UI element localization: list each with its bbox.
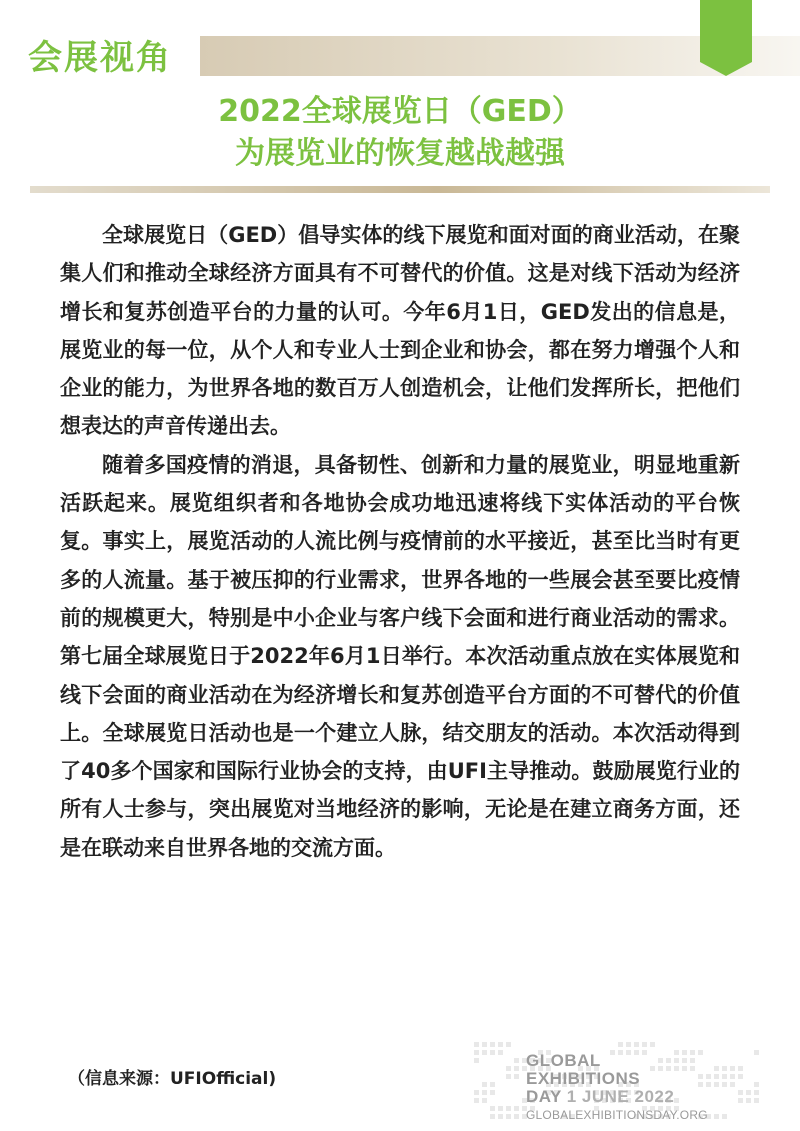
logo-url: GLOBALEXHIBITIONSDAY.ORG — [526, 1108, 708, 1122]
map-dot — [714, 1074, 719, 1079]
map-dot — [650, 1042, 655, 1047]
logo-line-exhibitions: EXHIBITIONS — [526, 1069, 641, 1088]
map-dot — [506, 1042, 511, 1047]
map-dot — [714, 1114, 719, 1119]
map-dot — [618, 1042, 623, 1047]
map-dot — [498, 1042, 503, 1047]
map-dot — [498, 1106, 503, 1111]
map-dot — [722, 1066, 727, 1071]
section-tag: 会展视角 — [28, 38, 172, 78]
map-dot — [738, 1098, 743, 1103]
map-dot — [506, 1114, 511, 1119]
ged-logo — [470, 1040, 770, 1125]
map-dot — [754, 1098, 759, 1103]
map-dot — [514, 1106, 519, 1111]
map-dot — [514, 1074, 519, 1079]
map-dot — [474, 1090, 479, 1095]
map-dot — [514, 1058, 519, 1063]
map-dot — [490, 1090, 495, 1095]
map-dot — [490, 1050, 495, 1055]
map-dot — [474, 1050, 479, 1055]
map-dot — [642, 1042, 647, 1047]
logo-line-global: GLOBAL — [526, 1051, 601, 1070]
article-paragraph-1: 全球展览日（GED）倡导实体的线下展览和面对面的商业活动，在聚集人们和推动全球经济方面具有不可替代的价值。这是对线下活动为经济增长和复苏创造平台的力量的认可。今年6月1日，GED发出的信息是，展览业的每一位，从个人和专业人士到企业和协会，都在努力增强个人和企业的能力，为世界各地的数百万人创造机会，让他们发挥所长，把他们想表达的声音传递出去。 — [60, 223, 740, 439]
map-dot — [626, 1042, 631, 1047]
map-dot — [490, 1082, 495, 1087]
map-dot — [482, 1042, 487, 1047]
article-source: （信息来源：UFIOfficial) — [68, 1069, 277, 1089]
map-dot — [506, 1066, 511, 1071]
ged-logo-text — [526, 1052, 708, 1122]
article-body — [60, 216, 740, 867]
map-dot — [722, 1114, 727, 1119]
map-dot — [754, 1050, 759, 1055]
map-dot — [746, 1090, 751, 1095]
article-paragraph-2: 随着多国疫情的消退，具备韧性、创新和力量的展览业，明显地重新活跃起来。展览组织者和各地协会成功地迅速将线下实体活动的平台恢复。事实上，展览活动的人流比例与疫情前的水平接近，甚至比当时有更多的人流量。基于被压抑的行业需求，世界各地的一些展会甚至要比疫情前的规模更大，特别是中小企业与客户线下会面和进行商业活动的需求。第七届全球展览日于2022年6月1日举行。本次活动重点放在实体展览和线下会面的商业活动在为经济增长和复苏创造平台方面的不可替代的价值上。全球展览日活动也是一个建立人脉，结交朋友的活动。本次活动得到了40多个国家和国际行业协会的支持，由UFI主导推动。鼓励展览行业的所有人士参与，突出展览对当地经济的影响，无论是在建立商务方面，还是在联动来自世界各地的交流方面。 — [60, 452, 740, 860]
map-dot — [474, 1098, 479, 1103]
map-dot — [514, 1066, 519, 1071]
map-dot — [730, 1066, 735, 1071]
map-dot — [722, 1082, 727, 1087]
map-dot — [730, 1074, 735, 1079]
map-dot — [738, 1090, 743, 1095]
article-title-line-1: 2022全球展览日（GED） — [218, 94, 582, 129]
map-dot — [738, 1074, 743, 1079]
logo-day: DAY — [526, 1087, 567, 1106]
map-dot — [474, 1058, 479, 1063]
map-dot — [714, 1082, 719, 1087]
map-dot — [498, 1114, 503, 1119]
map-dot — [506, 1106, 511, 1111]
map-dot — [746, 1098, 751, 1103]
logo-line-date — [526, 1088, 708, 1106]
map-dot — [722, 1074, 727, 1079]
article-title-line-2: 为展览业的恢复越战越强 — [235, 136, 565, 171]
map-dot — [482, 1098, 487, 1103]
map-dot — [634, 1042, 639, 1047]
map-dot — [714, 1066, 719, 1071]
map-dot — [506, 1074, 511, 1079]
map-dot — [754, 1082, 759, 1087]
bookmark-icon — [700, 0, 752, 76]
map-dot — [738, 1066, 743, 1071]
logo-date: 1 JUNE 2022 — [566, 1087, 675, 1106]
map-dot — [514, 1114, 519, 1119]
map-dot — [754, 1090, 759, 1095]
map-dot — [482, 1082, 487, 1087]
title-divider — [30, 186, 770, 193]
map-dot — [490, 1042, 495, 1047]
map-dot — [482, 1050, 487, 1055]
map-dot — [490, 1106, 495, 1111]
map-dot — [482, 1090, 487, 1095]
map-dot — [490, 1114, 495, 1119]
map-dot — [474, 1042, 479, 1047]
map-dot — [498, 1050, 503, 1055]
map-dot — [730, 1082, 735, 1087]
